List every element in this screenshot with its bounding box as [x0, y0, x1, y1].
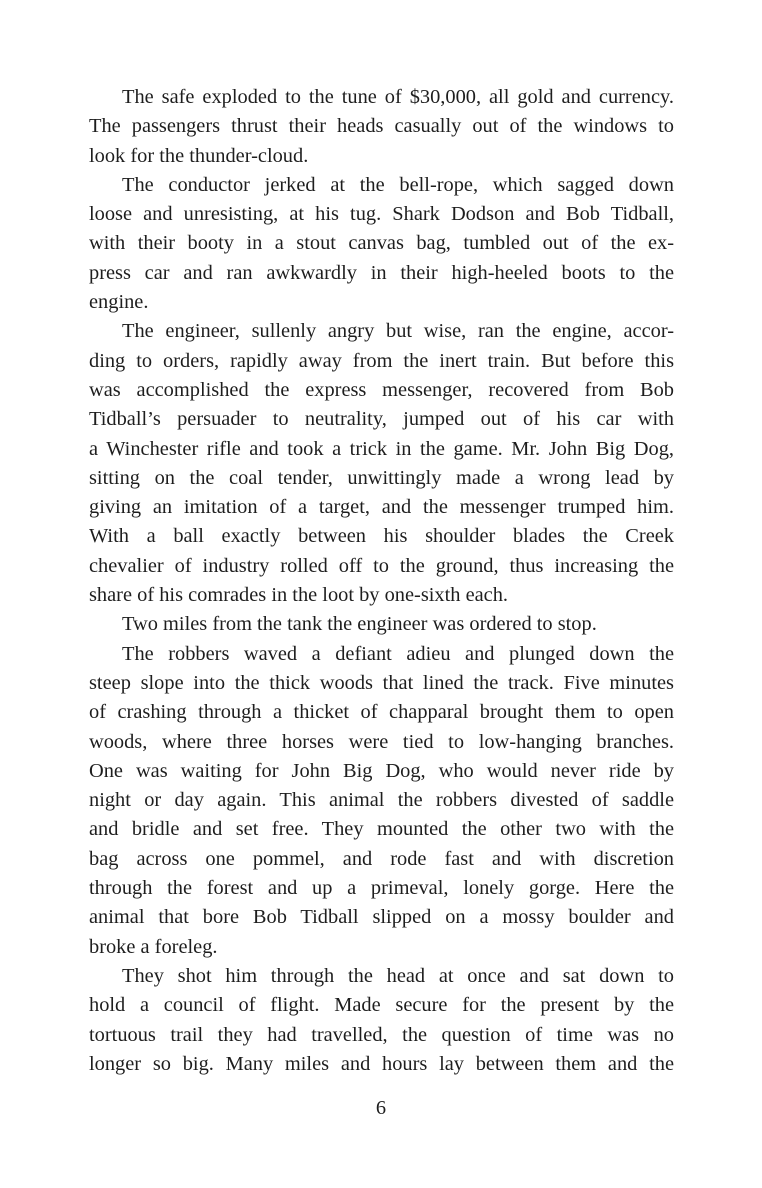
text-line: ding to orders, rapidly away from the inert train. But before this — [89, 349, 674, 372]
text-line: with their booty in a stout canvas bag, tumbled out of the ex- — [89, 232, 674, 255]
text-line: The engineer, sullenly angry but wise, ran the engine, accor- — [122, 320, 674, 343]
text-line: loose and unresisting, at his tug. Shark Dodson and Bob Tidball, — [89, 203, 674, 226]
text-line: night or day again. This animal the robbers divested of saddle — [89, 789, 674, 812]
text-line: The robbers waved a defiant adieu and plunged down the — [122, 642, 674, 665]
text-line: The safe exploded to the tune of $30,000, all gold and currency. — [122, 86, 674, 108]
text-line: bag across one pommel, and rode fast and with discretion — [89, 847, 674, 870]
text-line: share of his comrades in the loot by one-sixth each. — [89, 584, 509, 607]
text-line: a Winchester rifle and took a trick in the game. Mr. John Big Dog, — [89, 437, 674, 460]
text-line: hold a council of flight. Made secure for the present by the — [89, 994, 674, 1017]
text-line: of crashing through a thicket of chapparal brought them to open — [89, 701, 674, 724]
text-line: One was waiting for John Big Dog, who would never ride by — [89, 759, 674, 782]
text-line: chevalier of industry rolled off to the ground, thus increasing the — [89, 554, 674, 577]
text-line: longer so big. Many miles and hours lay between them and the — [89, 1052, 674, 1075]
text-line: Two miles from the tank the engineer was ordered to stop. — [122, 613, 597, 636]
text-line: engine. — [89, 291, 149, 314]
text-line: through the forest and up a primeval, lonely gorge. Here the — [89, 877, 674, 900]
text-line: giving an imitation of a target, and the messenger trumped him. — [89, 496, 674, 519]
text-line: The passengers thrust their heads casually out of the windows to — [89, 115, 674, 138]
text-line: press car and ran awkwardly in their high-heeled boots to the — [89, 261, 674, 284]
text-line: With a ball exactly between his shoulder blades the Creek — [89, 525, 674, 548]
text-line: The conductor jerked at the bell-rope, which sagged down — [122, 173, 674, 196]
text-line: tortuous trail they had travelled, the question of time was no — [89, 1023, 674, 1046]
text-line: Tidball’s persuader to neutrality, jumped out of his car with — [89, 408, 674, 431]
text-line: sitting on the coal tender, unwittingly made a wrong lead by — [89, 466, 674, 489]
text-line: and bridle and set free. They mounted the other two with the — [89, 818, 674, 841]
text-line: look for the thunder-cloud. — [89, 144, 309, 167]
text-line: woods, where three horses were tied to low-hanging branches. — [89, 730, 674, 753]
page-number: 6 — [375, 1097, 387, 1119]
text-line: animal that bore Bob Tidball slipped on a mossy boulder and — [89, 906, 674, 929]
text-line: They shot him through the head at once and sat down to — [122, 964, 674, 987]
text-line: steep slope into the thick woods that lined the track. Five minutes — [89, 671, 674, 694]
text-line: was accomplished the express messenger, recovered from Bob — [89, 378, 674, 401]
text-line: broke a foreleg. — [89, 935, 218, 958]
page-body — [89, 83, 674, 1083]
